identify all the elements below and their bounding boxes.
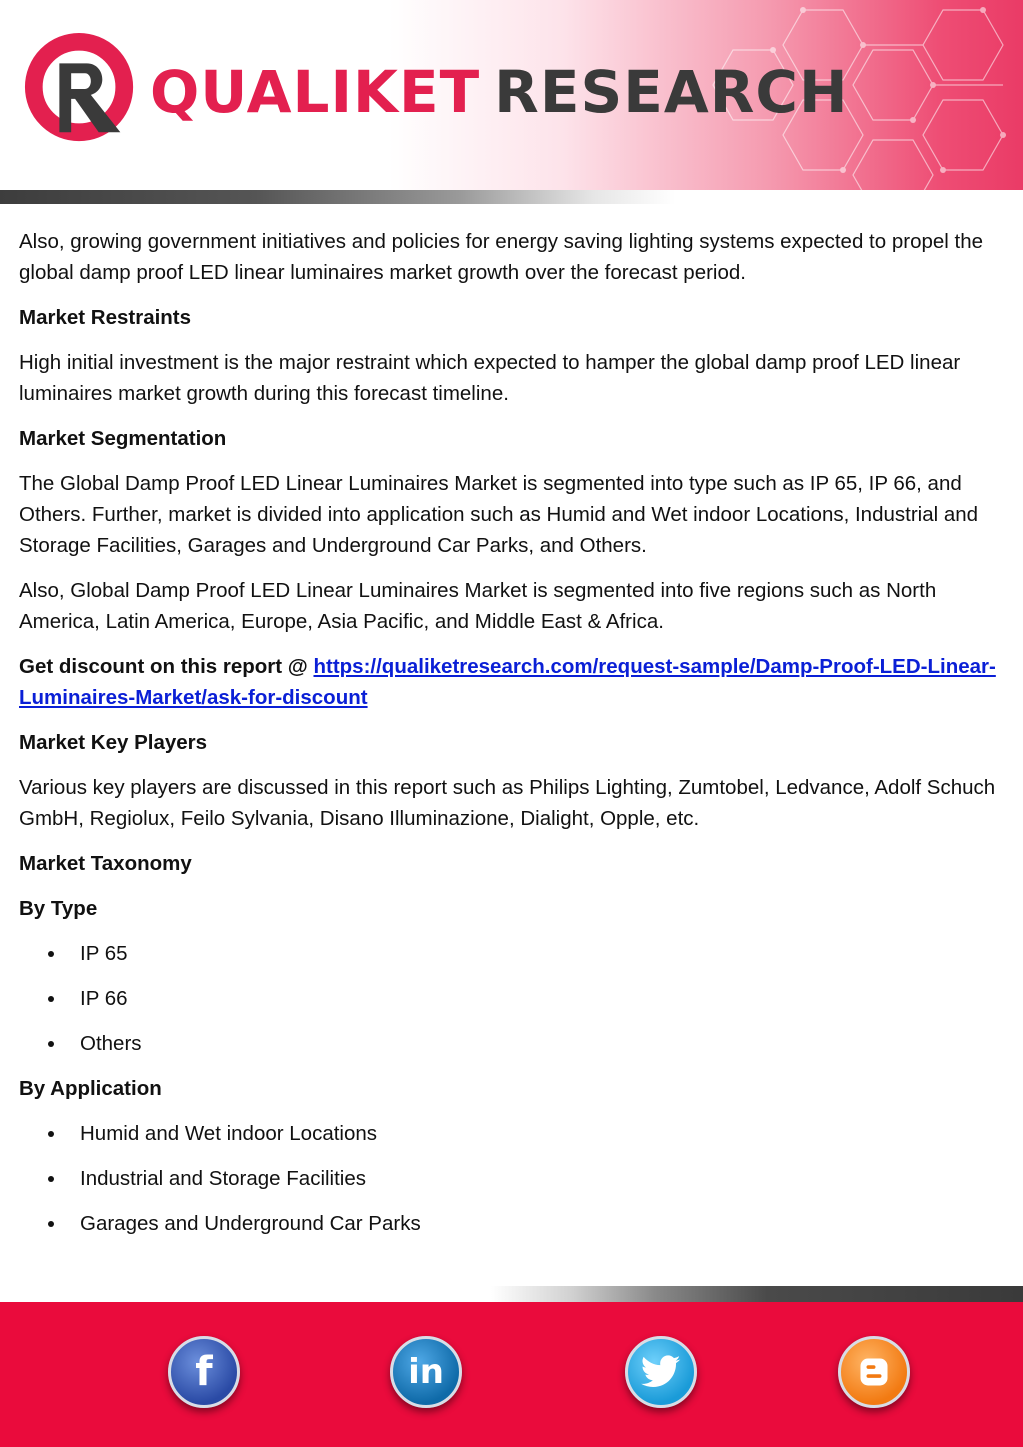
twitter-bird-icon xyxy=(641,1355,681,1389)
list-item xyxy=(19,983,1004,1014)
list-item-label: Industrial and Storage Facilities xyxy=(80,1167,367,1190)
bullet-icon xyxy=(48,1041,54,1047)
discount-paragraph xyxy=(19,651,1004,713)
list-item-label: Garages and Underground Car Parks xyxy=(80,1212,421,1235)
key-players-heading: Market Key Players xyxy=(19,731,208,754)
bullet-icon xyxy=(48,951,54,957)
by-type-list xyxy=(19,938,1004,1059)
intro-paragraph: Also, growing government initiatives and policies for energy saving lighting systems expected to propel the global damp proof LED linear luminaires market growth over the forecast period. xyxy=(19,230,984,284)
list-item-label: IP 65 xyxy=(80,942,128,965)
brand-name xyxy=(150,58,849,126)
document-body xyxy=(19,226,1004,1253)
by-type-heading: By Type xyxy=(19,897,98,920)
list-item-label: IP 66 xyxy=(80,987,128,1010)
brand-name-part2: RESEARCH xyxy=(494,58,849,126)
discount-label: Get discount on this report @ xyxy=(19,655,308,678)
segmentation-paragraph-1: The Global Damp Proof LED Linear Luminaires Market is segmented into type such as IP 65, IP 66, and Others. Further, market is divided into application such as Humid and Wet indoor Locations, Industrial and Storage Facilities, Garages and Underground Car Parks, and Others. xyxy=(19,472,979,557)
linkedin-glyph: in xyxy=(408,1352,444,1392)
bullet-icon xyxy=(48,1221,54,1227)
list-item xyxy=(19,1028,1004,1059)
footer-divider xyxy=(0,1286,1023,1302)
list-item xyxy=(19,938,1004,969)
restraints-heading: Market Restraints xyxy=(19,306,192,329)
list-item xyxy=(19,1118,1004,1149)
segmentation-heading: Market Segmentation xyxy=(19,427,227,450)
bullet-icon xyxy=(48,996,54,1002)
list-item-label: Humid and Wet indoor Locations xyxy=(80,1122,378,1145)
header-divider xyxy=(0,190,1023,204)
twitter-icon[interactable] xyxy=(625,1336,697,1408)
brand-name-part1: QUALIKET xyxy=(150,58,481,126)
logo-icon xyxy=(22,30,140,148)
list-item xyxy=(19,1163,1004,1194)
blogger-b-icon xyxy=(856,1354,892,1390)
list-item-label: Others xyxy=(80,1032,142,1055)
key-players-paragraph: Various key players are discussed in this report such as Philips Lighting, Zumtobel, Ledvance, Adolf Schuch GmbH, Regiolux, Feilo Sylvania, Disano Illuminazione, Dialight, Opple, etc. xyxy=(19,776,996,830)
segmentation-paragraph-2: Also, Global Damp Proof LED Linear Luminaires Market is segmented into five regions such as North America, Latin America, Europe, Asia Pacific, and Middle East & Africa. xyxy=(19,579,937,633)
header-banner xyxy=(0,0,1023,190)
by-application-heading: By Application xyxy=(19,1077,162,1100)
by-application-list xyxy=(19,1118,1004,1239)
linkedin-icon[interactable] xyxy=(390,1336,462,1408)
bullet-icon xyxy=(48,1131,54,1137)
list-item xyxy=(19,1208,1004,1239)
bullet-icon xyxy=(48,1176,54,1182)
taxonomy-heading: Market Taxonomy xyxy=(19,852,192,875)
discount-link[interactable]: https://qualiketresearch.com/request-sample/Damp-Proof-LED-Linear-Luminaires-Market/ask-for-discount xyxy=(19,655,996,709)
facebook-icon[interactable] xyxy=(168,1336,240,1408)
facebook-glyph: f xyxy=(195,1349,213,1395)
restraints-paragraph: High initial investment is the major restraint which expected to hamper the global damp proof LED linear luminaires market growth during this forecast timeline. xyxy=(19,351,961,405)
blogger-icon[interactable] xyxy=(838,1336,910,1408)
